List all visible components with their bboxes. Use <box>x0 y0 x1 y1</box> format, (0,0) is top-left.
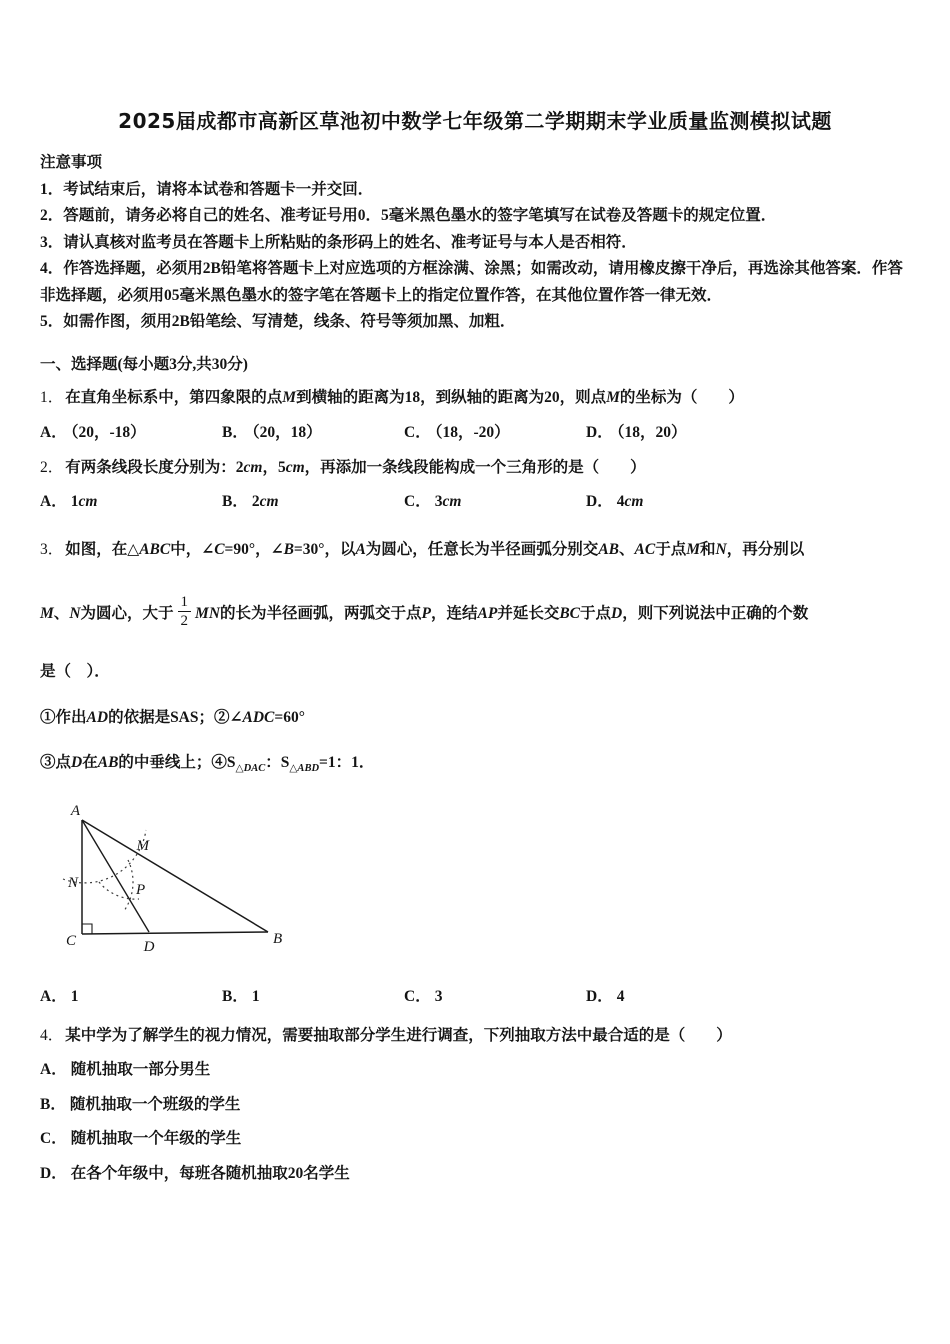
question-1-number: 1． <box>40 389 64 406</box>
question-3-option-c <box>404 984 586 1011</box>
option-text: 随机抽取一部分男生 <box>70 1061 211 1079</box>
option-label: A． <box>40 1061 67 1079</box>
question-2-option-c <box>404 489 586 516</box>
question-2-options <box>40 489 910 516</box>
vertex-label-A: A <box>70 803 80 820</box>
point-label-N: N <box>67 875 78 892</box>
notice-item-5: 5．如需作图，须用2B铅笔绘、写清楚，线条、符号等须加黑、加粗． <box>40 313 516 330</box>
option-text: 1 <box>70 988 79 1006</box>
question-2-stem <box>40 455 910 482</box>
page-title: 2025届成都市高新区草池初中数学七年级第二学期期末学业质量监测模拟试题 <box>118 109 832 133</box>
question-1-option-a <box>40 420 222 447</box>
geometry-figure <box>54 798 314 970</box>
question-3-options <box>40 984 910 1011</box>
option-text: （20，18） <box>251 423 322 441</box>
notice-section <box>40 150 910 336</box>
point-label-M: M <box>136 838 149 855</box>
notice-item-3: 3．请认真核对监考员在答题卡上所粘贴的条形码上的姓名、准考证号与本人是否相符． <box>40 233 637 251</box>
option-label: C． <box>404 423 431 441</box>
question-3-stem-line3: 是（ ）． <box>40 662 110 680</box>
point-label-P: P <box>136 882 146 899</box>
question-3-text-line1: 如图，在△ABC中，∠C=90°，∠B=30°，以A为圆心，任意长为半径画弧分别交AB、AC于点M和N，再分别以 <box>65 541 805 558</box>
option-text: 随机抽取一个班级的学生 <box>69 1095 241 1113</box>
question-3-text-line2: M、N为圆心，大于 $\frac{1}{2}$ MN的长为半径画弧，两弧交于点P，连结AP并延长交BC于点D，则下列说法中正确的个数 <box>40 593 809 629</box>
question-1-options <box>40 420 910 447</box>
option-label: D． <box>40 1164 67 1182</box>
question-3-option-b <box>222 984 404 1011</box>
notice-item-1: 1．考试结束后，请将本试卷和答题卡一并交回． <box>40 180 374 198</box>
question-1-option-c <box>404 420 586 447</box>
option-label: B． <box>222 492 248 510</box>
question-2-option-b <box>222 489 404 516</box>
option-label: A． <box>40 423 67 441</box>
right-angle-mark <box>82 924 92 934</box>
option-text: 随机抽取一个年级的学生 <box>70 1130 242 1148</box>
question-4-option-a <box>40 1057 910 1084</box>
option-text: 1 <box>251 988 260 1006</box>
question-3-claims-line2: ③点D在AB的中垂线上；$④S_{\triangle DAC}$：$S_{\triangle ABD}=1$：1． <box>40 753 375 774</box>
option-text: （20，-18） <box>70 423 146 441</box>
question-2-number: 2． <box>40 459 64 476</box>
question-2-text: 有两条线段长度分别为：2cm，5cm，再添加一条线段能构成一个三角形的是（ ） <box>65 459 646 476</box>
option-label: D． <box>586 423 613 441</box>
option-text: 4 <box>616 988 625 1006</box>
question-1-stem <box>40 385 910 412</box>
option-label: C． <box>404 988 431 1006</box>
arc-centered-M <box>99 882 139 899</box>
option-label: C． <box>404 492 431 510</box>
question-1-text: 在直角坐标系中，第四象限的点M到横轴的距离为18，到纵轴的距离为20，则点M的坐标为（ ） <box>65 389 744 406</box>
question-3-option-d <box>586 984 624 1011</box>
option-label: A． <box>40 988 67 1006</box>
option-text: 2cm <box>251 492 279 510</box>
section-heading: 一、选择题(每小题3分,共30分) <box>40 355 248 373</box>
option-text: （18，-20） <box>434 423 510 441</box>
question-1-option-d <box>586 420 686 447</box>
question-4-option-c <box>40 1126 910 1153</box>
option-label: D． <box>586 492 613 510</box>
question-4-text: 某中学为了解学生的视力情况，需要抽取部分学生进行调查，下列抽取方法中最合适的是（ ） <box>65 1026 732 1044</box>
question-3-number: 3． <box>40 541 64 558</box>
question-3-claims-line1: ①作出AD的依据是SAS；②∠ADC=60° <box>40 709 305 727</box>
question-4-option-d <box>40 1161 910 1188</box>
side-BA <box>82 820 268 932</box>
question-1-option-b <box>222 420 404 447</box>
vertex-label-C: C <box>65 933 76 950</box>
option-label: B． <box>222 423 248 441</box>
question-3-option-a <box>40 984 222 1011</box>
question-3-stem-line1 <box>40 537 910 564</box>
notice-heading: 注意事项 <box>40 154 103 171</box>
option-label: B． <box>222 988 248 1006</box>
option-text: 4cm <box>616 492 644 510</box>
notice-item-2: 2．答题前，请务必将自己的姓名、准考证号用0．5毫米黑色墨水的签字笔填写在试卷及答题卡的规定位置． <box>40 207 777 224</box>
option-text: 1cm <box>70 492 98 510</box>
question-2-option-d <box>586 489 643 516</box>
option-text: 在各个年级中，每班各随机抽取20名学生 <box>70 1164 350 1182</box>
option-label: B． <box>40 1095 66 1113</box>
option-text: （18，20） <box>616 423 687 441</box>
option-label: A． <box>40 492 67 510</box>
segment-AD <box>82 820 149 932</box>
option-text: 3cm <box>434 492 462 510</box>
vertex-label-B: B <box>273 931 283 948</box>
question-3-stem-line2 <box>40 594 910 629</box>
option-text: 3 <box>434 988 443 1006</box>
notice-item-4: 4．作答选择题，必须用2B铅笔将答题卡上对应选项的方框涂满、涂黑；如需改动，请用橡皮擦干净后，再选涂其他答案．作答非选择题，必须用05毫米黑色墨水的签字笔在答题卡上的指定位置作答，在其他位置作答一律无效． <box>40 260 903 304</box>
question-4-stem <box>40 1023 910 1050</box>
option-label: C． <box>40 1130 67 1148</box>
question-2-option-a <box>40 489 222 516</box>
question-3-figure <box>54 798 910 970</box>
question-4-number: 4． <box>40 1026 64 1044</box>
question-4-option-b <box>40 1092 910 1119</box>
option-label: D． <box>586 988 613 1006</box>
side-CB <box>82 932 268 934</box>
point-label-D: D <box>143 939 155 956</box>
